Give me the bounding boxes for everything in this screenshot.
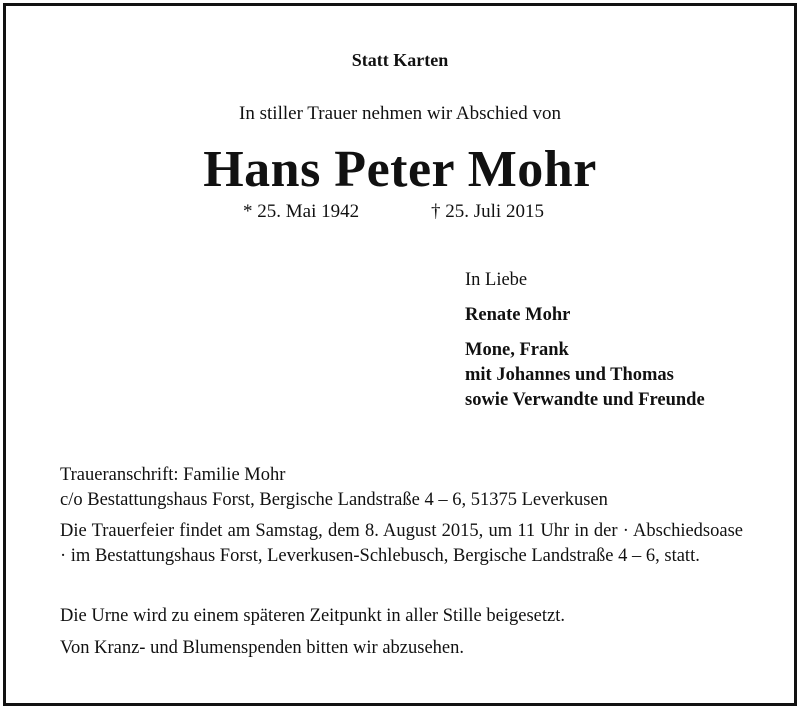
notice-header: Statt Karten (351, 50, 449, 70)
mourning-address (60, 463, 743, 513)
funeral-service-text: Die Trauerfeier findet am Samstag, dem 8. August 2015, um 11 Uhr in der · Abschiedsoase · im Bestattungshaus Forst, Leverkusen-Schlebusch, Bergische Landstraße 4 – 6, statt. (60, 521, 743, 566)
mourners-intro: In Liebe (465, 270, 528, 290)
urn-burial-text: Die Urne wird zu einem späteren Zeitpunkt in aller Stille beigesetzt. (60, 606, 565, 626)
death-date: † 25. Juli 2015 (431, 201, 544, 222)
address-line: Traueranschrift: Familie Mohr (60, 465, 286, 485)
family-line: mit Johannes und Thomas (465, 365, 674, 385)
spouse-name: Renate Mohr (465, 305, 571, 325)
deceased-name: Hans Peter Mohr (203, 141, 597, 198)
birth-date: * 25. Mai 1942 (243, 201, 360, 222)
address-line: c/o Bestattungshaus Forst, Bergische Landstraße 4 – 6, 51375 Leverkusen (60, 490, 608, 510)
notice-intro: In stiller Trauer nehmen wir Abschied von (239, 103, 561, 124)
family-line: Mone, Frank (465, 340, 569, 360)
flowers-note: Von Kranz- und Blumenspenden bitten wir abzusehen. (60, 638, 464, 658)
mourners-block (465, 268, 705, 413)
family-line: sowie Verwandte und Freunde (465, 390, 705, 410)
